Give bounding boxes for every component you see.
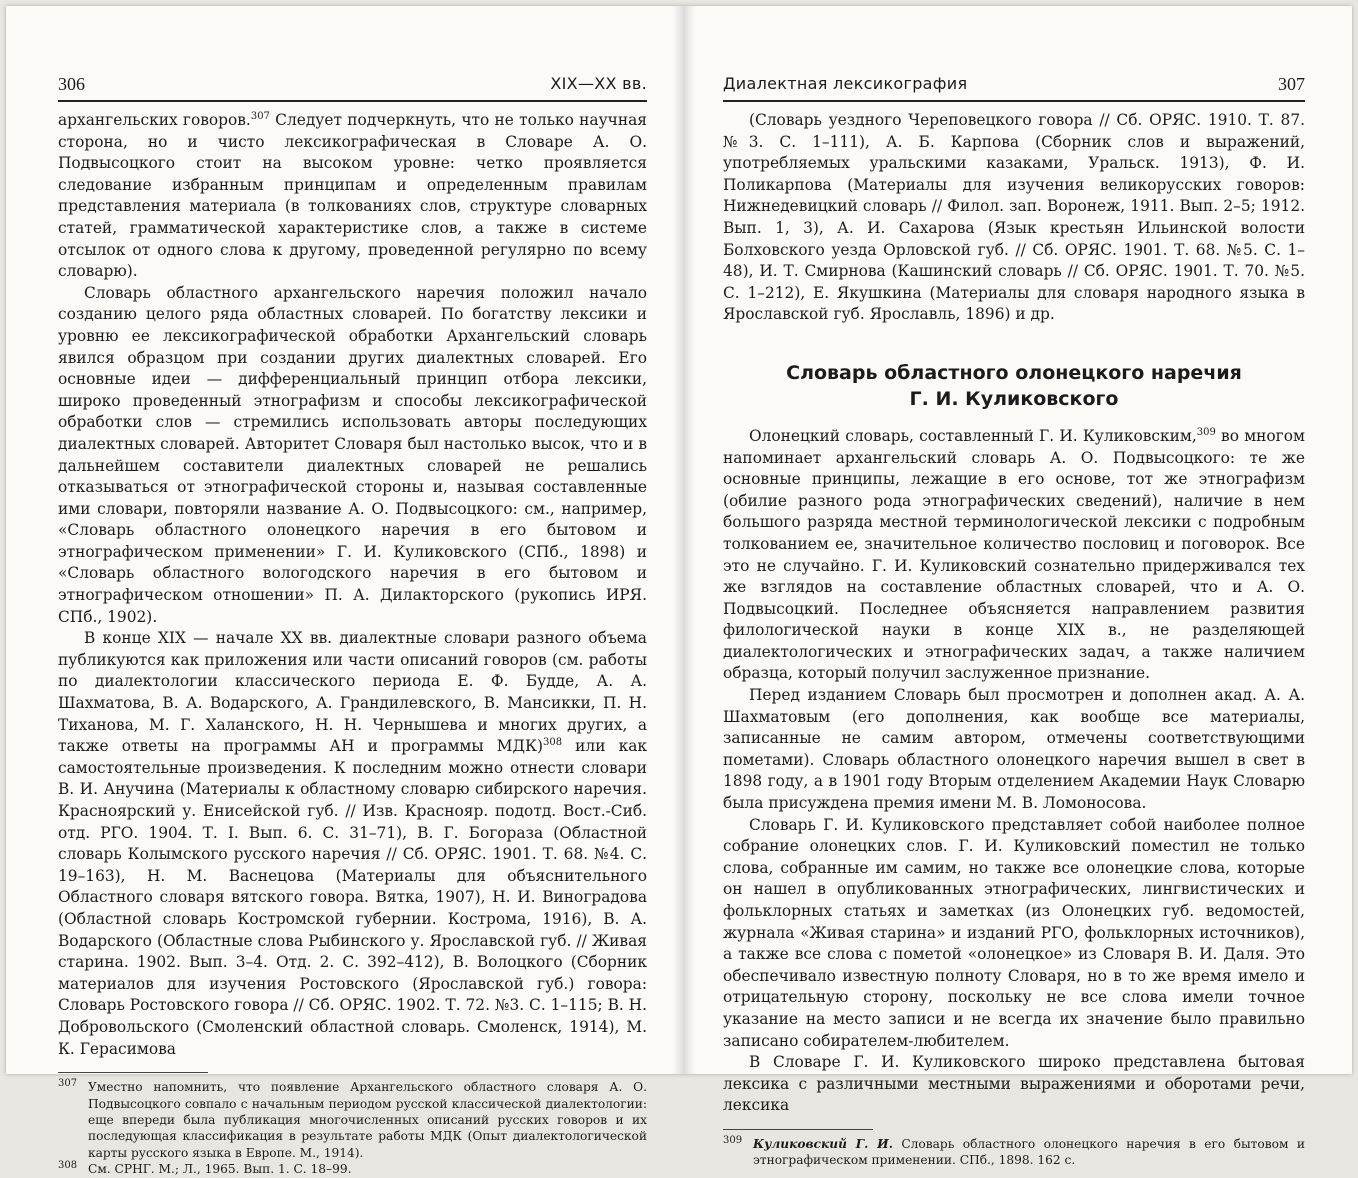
left-running-title: XIX—XX вв.	[550, 74, 647, 93]
footnote-ref-309: 309	[1196, 426, 1216, 438]
right-footnote-rule	[723, 1129, 873, 1130]
right-paragraph-3: Словарь Г. И. Куликовского представляет собой наиболее полное собрание олонецких слов. Г. И. Куликовский поместил не только слова, собранные им самим, но также все олонецкие слова, которые он нашел в опубликованных этнографических, лингвистических и фольклорных статьях и заметках (из Олонецких губ. ведомостей, журнала «Живая старина» и изданий РГО, фольклорных источников), а также все слова с пометой «олонецкое» из Словаря В. И. Даля. Это обеспечивало известную полноту Словаря, но в то же время имело и отрицательную сторону, поскольку не все слова имели точное указание на место записи и не всегда их значение было правильно записано собирателем-любителем.	[723, 815, 1305, 1050]
right-running-head	[723, 72, 1305, 100]
left-running-head	[58, 72, 647, 100]
left-page	[58, 72, 647, 1178]
book-gutter	[673, 6, 695, 1074]
right-page	[723, 72, 1305, 1169]
section-title: Словарь областного олонецкого наречия Г. И. Куликовского	[786, 361, 1242, 410]
left-header-rule	[58, 100, 647, 102]
footnote-309: $^{309}$ Куликовский Г. И. Словарь областного олонецкого наречия в его бытовом и этнографическом применении. СПб., 1898. 162 с.	[723, 1134, 1305, 1168]
right-running-title: Диалектная лексикография	[723, 74, 968, 93]
right-paragraph-4: В Словаре Г. И. Куликовского широко представлена бытовая лексика с различными местными выражениями и оборотами речи, лексика	[723, 1053, 1305, 1115]
right-paragraph-1: Олонецкий словарь, составленный Г. И. Куликовским,$^{309}$ во многом напоминает архангельский словарь А. О. Подвысоцкого: те же основные принципы, лежащие в его основе, тот же этнографизм (обилие разного рода этнографических сведений), наличие в нем большого разряда местной терминологической лексики с подробным толкованием ее, значительное количество пословиц и поговорок. Все это не случайно. Г. И. Куликовский сознательно придерживался тех же взглядов на составление областных словарей, что и А. О. Подвысоцкий. Последнее объясняется направлением развития филологической науки в конце XIX в., не разделяющей диалектологических и этнографических задач, а также наличием образца, который получил заслуженное признание.	[723, 426, 1305, 683]
footnote-308: $^{308}$ См. СРНГ. М.; Л., 1965. Вып. 1. С. 18–99.	[58, 1160, 352, 1177]
book-spread	[6, 6, 1352, 1177]
left-body	[58, 110, 647, 1060]
right-intro-paragraph: (Словарь уездного Череповецкого говора // Сб. ОРЯС. 1910. Т. 87. №3. С. 1–111), А. Б. Карпова (Сборник слов и выражений, употребляемых уральскими казаками, Уральск. 1913), Ф. И. Поликарпова (Материалы для изучения великорусских говоров: Нижнедевицкий словарь // Филол. зап. Воронеж, 1911. Вып. 2–5; 1912. Вып. 1, 3), А. И. Сахарова (Язык крестьян Ильинской волости Болховского уезда Орловской губ. // Сб. ОРЯС. 1901. Т. 68. №5. С. 1–48), И. Т. Смирнова (Кашинский словарь // Сб. ОРЯС. 1901. Т. 70. №5. С. 1–212), Е. Якушкина (Материалы для словаря народного языка в Ярославской губ. Ярославль, 1896) и др.	[723, 111, 1305, 324]
footnote-ref-307: 307	[250, 110, 270, 122]
left-page-number: 306	[58, 74, 85, 94]
left-paragraph-1: архангельских говоров.$^{307}$ Следует подчеркнуть, что не только научная сторона, но и чисто лексикографическая в Словаре А. О. Подвысоцкого стоит на высоком уровне: четко проявляется следование избранным принципам и определенным правилам представления материала (в толкованиях слов, структуре словарных статей, грамматической характеристике слов, а также в системе отсылок от одного слова к другому, проведенной регулярно по всему словарю).	[58, 110, 647, 281]
right-body	[723, 110, 1305, 1117]
right-page-number: 307	[1278, 74, 1305, 94]
footnote-ref-308: 308	[542, 737, 563, 749]
right-paragraph-2: Перед изданием Словарь был просмотрен и дополнен акад. А. А. Шахматовым (его дополнения, как вообще все материалы, записанные не самим автором, отмечены соответствующими пометами). Словарь областного олонецкого наречия вышел в свет в 1898 году, а в 1901 году Вторым отделением Академии Наук Словарю была присуждена премия имени М. В. Ломоносова.	[723, 686, 1305, 813]
right-header-rule	[723, 100, 1305, 102]
footnote-307: $^{307}$ Уместно напомнить, что появление Архангельского областного словаря А. О. Подвысоцкого совпало с начальным периодом русской классической диалектологии: еще впереди была публикация многочисленных описаний русских говоров и их последующая классификация в результате работы МДК (Опыт диалектологической карты русского языка в Европе. М., 1914).	[58, 1078, 647, 1160]
left-footnote-rule	[58, 1072, 208, 1073]
left-paragraph-3: В конце XIX — начале XX вв. диалектные словари разного объема публикуются как приложения или части описаний говоров (см. работы по диалектологии классического периода Е. Ф. Будде, А. А. Шахматова, В. А. Водарского, А. Грандилевского, В. Мансикки, П. Н. Тиханова, М. Г. Халанского, Н. Н. Чернышева и многих других, а также ответы на программы АН и программы МДК)$^{308}$ или как самостоятельные произведения. К последним можно отнести словари В. И. Анучина (Материалы к областному словарю сибирского наречия. Красноярский у. Енисейской губ. // Изв. Краснояр. подотд. Вост.-Сиб. отд. РГО. 1904. Т. I. Вып. 6. С. 31–71), В. Г. Богораза (Областной словарь Колымского русского наречия // Сб. ОРЯС. 1901. Т. 68. №4. С. 19–163), Н. М. Васнецова (Материалы для объяснительного Областного словаря вятского говора. Вятка, 1907), Н. И. Виноградова (Областной словарь Костромской губернии. Кострома, 1916), В. А. Водарского (Областные слова Рыбинского у. Ярославской губ. // Живая старина. 1902. Вып. 3–4. Отд. 2. С. 392–412), В. Волоцкого (Сборник материалов для изучения Ростовского (Ярославской губ.) говора: Словарь Ростовского говора // Сб. ОРЯС. 1902. Т. 72. №3. С. 1–115; В. Н. Добровольского (Смоленский областной словарь. Смоленск, 1914), М. К. Герасимова	[58, 629, 647, 1058]
left-paragraph-2: Словарь областного архангельского наречия положил начало созданию целого ряда областных словарей. По богатству лексики и уровню ее лексикографической обработки Архангельский словарь явился образцом при создании других диалектных словарей. Его основные идеи — дифференциальный принцип отбора лексики, широко проведенный этнографизм и способы лексикографической обработки слов — стремились использовать авторы последующих диалектных словарей. Авторитет Словаря был настолько высок, что и в дальнейшем составители диалектных словарей не решались отказываться от этнографической стороны и, называя составленные ими словари, повторяли название А. О. Подвысоцкого: см., например, «Словарь областного олонецкого наречия в его бытовом и этнографическом применении» Г. И. Куликовского (СПб., 1898) и «Словарь областного вологодского наречия в его бытовом и этнографическом отношении» П. А. Дилакторского (рукопись ИРЯ. СПб., 1902).	[58, 283, 647, 626]
